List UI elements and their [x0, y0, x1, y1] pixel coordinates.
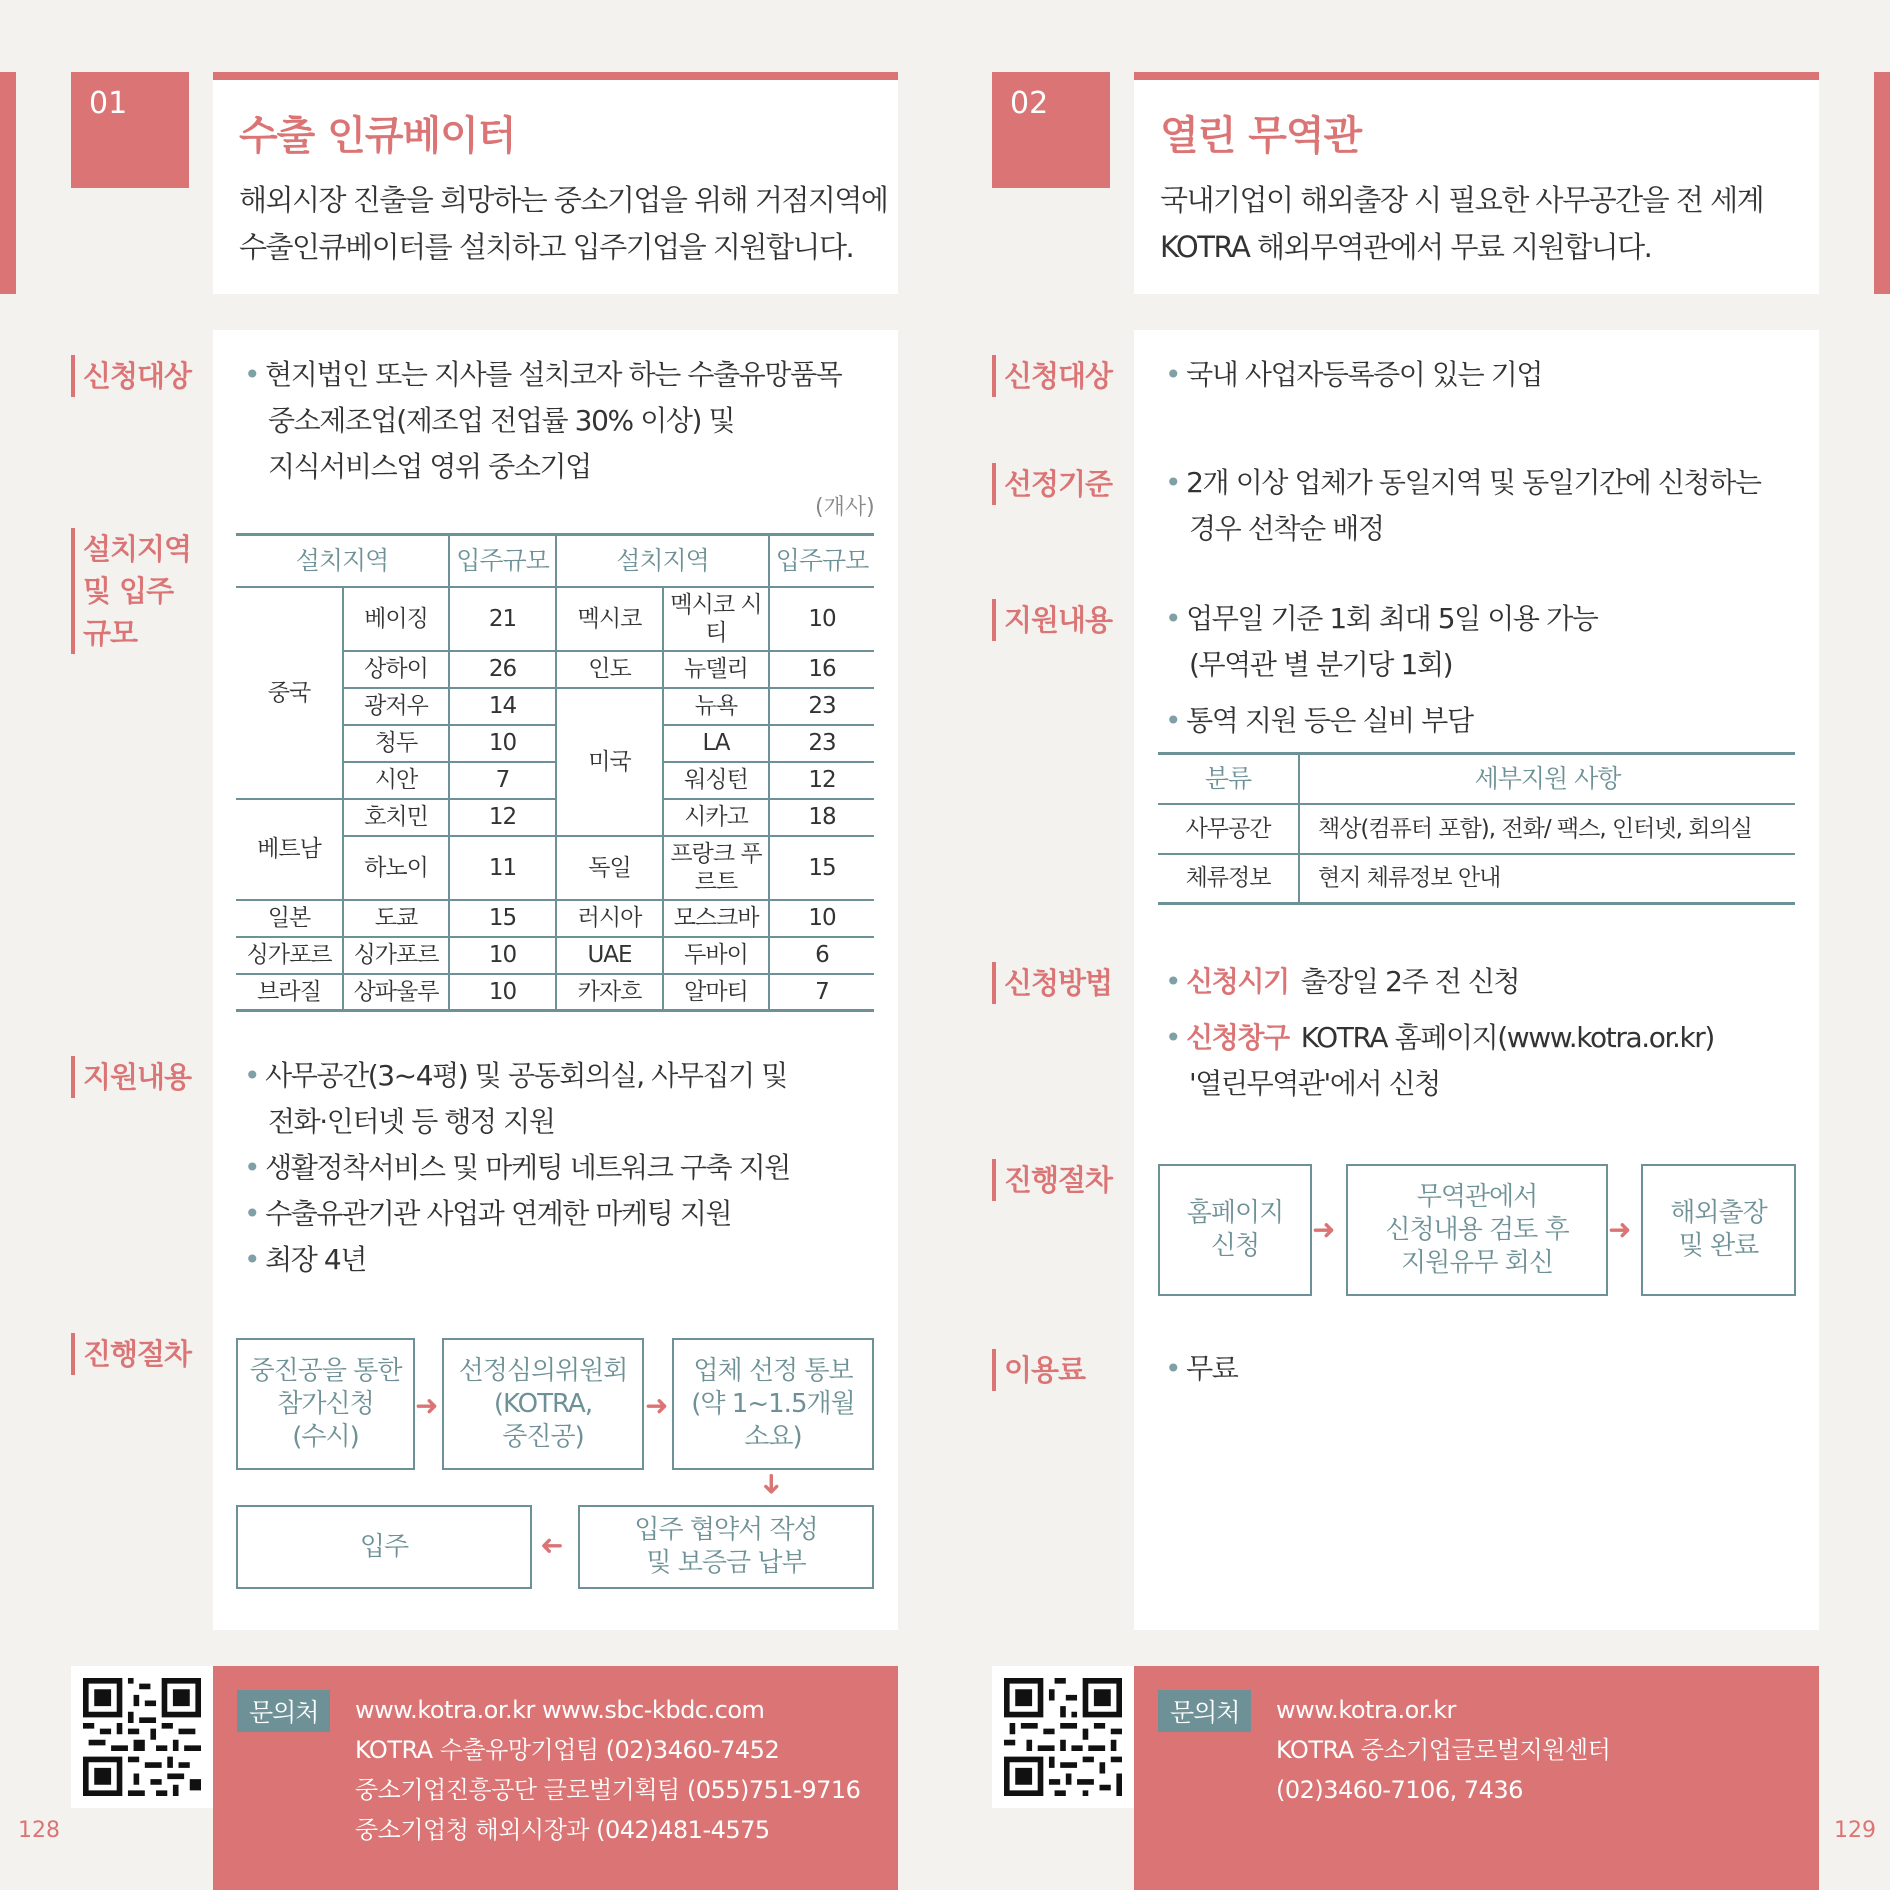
section-number-01: 01	[71, 72, 189, 188]
cell-v-washington: 12	[769, 762, 874, 799]
method-when-label: 신청시기	[1186, 965, 1289, 998]
support-line-2: 전화·인터넷 등 행정 지원	[268, 1105, 555, 1138]
cell-kazakh: 카자흐	[556, 974, 663, 1011]
cell-brazil: 브라질	[236, 974, 343, 1011]
cell-vietnam: 베트남	[236, 799, 343, 900]
contact-web-link[interactable]: www.kotra.or.kr www.sbc-kbdc.com	[355, 1696, 765, 1724]
qr-code-icon	[83, 1678, 201, 1796]
cell-v-shanghai: 26	[449, 651, 556, 688]
right-support-line-3: 통역 지원 등은 실비 부담	[1186, 704, 1473, 737]
cell-japan: 일본	[236, 900, 343, 937]
bullet-dot: •	[244, 1243, 260, 1276]
right-support-text	[1165, 596, 1597, 744]
contact-line-2: KOTRA 중소기업글로벌지원센터	[1276, 1736, 1611, 1764]
label-fee: 이용료	[992, 1349, 1085, 1391]
arrow-left-icon: ➜	[540, 1530, 564, 1563]
flow-step-complete: 해외출장 및 완료	[1641, 1164, 1796, 1296]
cell-v-hanoi: 11	[449, 836, 556, 900]
arrow-right-icon: ➜	[1312, 1213, 1336, 1246]
cell-stayinfo: 체류정보	[1158, 854, 1299, 904]
cell-v-hochiminh: 12	[449, 799, 556, 836]
th-category: 분류	[1158, 754, 1299, 804]
cell-russia: 러시아	[556, 900, 663, 937]
left-desc-line-2: 수출인큐베이터를 설치하고 입주기업을 지원합니다.	[239, 230, 854, 264]
cell-v-moscow: 10	[769, 900, 874, 937]
right-edge-bar	[1874, 72, 1890, 294]
cell-v-frankfurt: 15	[769, 836, 874, 900]
target-line-2: 중소제조업(제조업 전업률 30% 이상) 및	[268, 404, 735, 437]
th-region-2: 설치지역	[556, 535, 769, 587]
left-support-text	[244, 1053, 790, 1283]
right-support-line-2: (무역관 별 분기당 1회)	[1189, 648, 1453, 681]
cell-v-chengdu: 10	[449, 725, 556, 762]
arrow-right-icon: ➜	[1608, 1213, 1632, 1246]
cell-xian: 시안	[343, 762, 449, 799]
cell-singapore: 싱가포르	[236, 937, 343, 974]
cell-v-guangzhou: 14	[449, 688, 556, 725]
label-region-line-3: 규모	[83, 616, 138, 650]
cell-hanoi: 하노이	[343, 836, 449, 900]
contact-tag: 문의처	[237, 1690, 330, 1732]
cell-office-detail: 책상(컴퓨터 포함), 전화/ 팩스, 인터넷, 회의실	[1299, 804, 1795, 854]
right-support-line-1: 업무일 기준 1회 최대 5일 이용 가능	[1186, 602, 1598, 635]
cell-uae: UAE	[556, 937, 663, 974]
flow-step-review: 선정심의위원회 (KOTRA, 중진공)	[442, 1338, 644, 1470]
method-where-line-1[interactable]: KOTRA 홈페이지(www.kotra.or.kr)	[1300, 1021, 1714, 1054]
arrow-down-icon: ➜	[755, 1472, 789, 1496]
bullet-dot: •	[1165, 1021, 1181, 1054]
bullet-dot: •	[244, 1059, 260, 1092]
label-target-right: 신청대상	[992, 355, 1112, 397]
cell-v-xian: 7	[449, 762, 556, 799]
label-process-left: 진행절차	[71, 1333, 191, 1375]
method-where-line-2: '열린무역관'에서 신청	[1189, 1067, 1440, 1100]
flow-step-homepage: 홈페이지 신청	[1158, 1164, 1312, 1296]
arrow-right-icon: ➜	[415, 1389, 439, 1422]
right-title: 열린 무역관	[1160, 113, 1362, 159]
cell-chicago: 시카고	[663, 799, 769, 836]
bullet-dot: •	[1165, 965, 1181, 998]
cell-singapore-city: 싱가포르	[343, 937, 449, 974]
support-line-3: 생활정착서비스 및 마케팅 네트워크 구축 지원	[265, 1151, 790, 1184]
support-line-1: 사무공간(3~4평) 및 공동회의실, 사무집기 및	[265, 1059, 787, 1092]
cell-guangzhou: 광저우	[343, 688, 449, 725]
cell-newdelhi: 뉴델리	[663, 651, 769, 688]
arrow-right-icon: ➜	[645, 1389, 669, 1422]
right-method-text	[1165, 959, 1714, 1107]
section-number-02: 02	[992, 72, 1110, 188]
cell-almaty: 알마티	[663, 974, 769, 1011]
cell-mexico: 멕시코	[556, 587, 663, 651]
qr-code-right[interactable]	[992, 1666, 1134, 1808]
support-detail-table	[1158, 752, 1795, 905]
criteria-line-2: 경우 선착순 배정	[1189, 512, 1384, 545]
right-desc-line-1: 국내기업이 해외출장 시 필요한 사무공간을 전 세계	[1160, 183, 1764, 217]
contact-lines	[1276, 1690, 1610, 1810]
label-support-right: 지원내용	[992, 599, 1112, 641]
cell-la: LA	[663, 725, 769, 762]
cell-mexicocity: 멕시코 시티	[663, 587, 769, 651]
cell-hochiminh: 호치민	[343, 799, 449, 836]
label-support-left: 지원내용	[71, 1056, 191, 1098]
cell-v-mexicocity: 10	[769, 587, 874, 651]
page-number-left: 128	[18, 1818, 60, 1843]
cell-frankfurt: 프랑크 푸르트	[663, 836, 769, 900]
cell-v-almaty: 7	[769, 974, 874, 1011]
bullet-dot: •	[244, 1151, 260, 1184]
cell-beijing: 베이징	[343, 587, 449, 651]
label-target: 신청대상	[71, 355, 191, 397]
th-region-1: 설치지역	[236, 535, 449, 587]
cell-office: 사무공간	[1158, 804, 1299, 854]
cell-dubai: 두바이	[663, 937, 769, 974]
cell-chengdu: 청두	[343, 725, 449, 762]
cell-tokyo: 도쿄	[343, 900, 449, 937]
cell-v-chicago: 18	[769, 799, 874, 836]
cell-v-la: 23	[769, 725, 874, 762]
cell-saopaulo: 상파울루	[343, 974, 449, 1011]
left-desc-line-1: 해외시장 진출을 희망하는 중소기업을 위해 거점지역에	[239, 183, 888, 217]
cell-washington: 워싱턴	[663, 762, 769, 799]
bullet-dot: •	[1165, 1352, 1181, 1385]
flow-step-moveIn: 입주	[236, 1505, 532, 1589]
table-unit: (개사)	[815, 495, 875, 520]
contact-line-3: 중소기업진흥공단 글로벌기획팀 (055)751-9716	[355, 1776, 861, 1804]
right-title-card	[1134, 72, 1819, 294]
cell-china: 중국	[236, 587, 343, 799]
right-fee-text	[1165, 1346, 1237, 1392]
contact-line-4: 중소기업청 해외시장과 (042)481-4575	[355, 1816, 770, 1844]
cell-v-newdelhi: 16	[769, 651, 874, 688]
criteria-line-1: 2개 이상 업체가 동일지역 및 동일기간에 신청하는	[1186, 466, 1761, 499]
qr-code-icon	[1004, 1678, 1122, 1796]
method-where-label: 신청창구	[1186, 1021, 1289, 1054]
cell-shanghai: 상하이	[343, 651, 449, 688]
th-size-2: 입주규모	[769, 535, 874, 587]
contact-web-link[interactable]: www.kotra.or.kr	[1276, 1696, 1456, 1724]
bullet-dot: •	[244, 358, 260, 391]
target-line-3: 지식서비스업 영위 중소기업	[268, 450, 591, 483]
contact-line-2: KOTRA 수출유망기업팀 (02)3460-7452	[355, 1736, 780, 1764]
flow-step-contract: 입주 협약서 작성 및 보증금 납부	[578, 1505, 874, 1589]
right-contact-box	[1134, 1666, 1819, 1890]
cell-v-beijing: 21	[449, 587, 556, 651]
left-title: 수출 인큐베이터	[239, 113, 516, 159]
right-target-line: 국내 사업자등록증이 있는 기업	[1186, 358, 1543, 391]
target-line-1: 현지법인 또는 지사를 설치코자 하는 수출유망품목	[265, 358, 842, 391]
bullet-dot: •	[1165, 466, 1181, 499]
right-desc-line-2: KOTRA 해외무역관에서 무료 지원합니다.	[1160, 230, 1652, 264]
cell-india: 인도	[556, 651, 663, 688]
cell-v-newyork: 23	[769, 688, 874, 725]
contact-tag: 문의처	[1158, 1690, 1251, 1732]
contact-lines	[355, 1690, 860, 1850]
left-contact-box	[213, 1666, 898, 1890]
th-details: 세부지원 사항	[1299, 754, 1795, 804]
qr-code-left[interactable]	[71, 1666, 213, 1808]
left-title-card	[213, 72, 898, 294]
cell-moscow: 모스크바	[663, 900, 769, 937]
cell-germany: 독일	[556, 836, 663, 900]
label-process-right: 진행절차	[992, 1159, 1112, 1201]
label-method: 신청방법	[992, 962, 1112, 1004]
cell-v-saopaulo: 10	[449, 974, 556, 1011]
right-target-text	[1165, 352, 1542, 398]
th-size-1: 입주규모	[449, 535, 556, 587]
bullet-dot: •	[1165, 358, 1181, 391]
cell-v-tokyo: 15	[449, 900, 556, 937]
cell-newyork: 뉴욕	[663, 688, 769, 725]
cell-v-dubai: 6	[769, 937, 874, 974]
label-region-line-1: 설치지역	[83, 532, 192, 566]
page-number-right: 129	[1834, 1818, 1876, 1843]
label-criteria: 선정기준	[992, 463, 1112, 505]
region-table	[236, 533, 874, 1012]
flow-step-notify: 업체 선정 통보 (약 1~1.5개월 소요)	[672, 1338, 874, 1470]
cell-usa: 미국	[556, 688, 663, 836]
bullet-dot: •	[244, 1197, 260, 1230]
fee-value: 무료	[1186, 1352, 1238, 1385]
flow-step-review-right: 무역관에서 신청내용 검토 후 지원유무 회신	[1346, 1164, 1608, 1296]
left-target-text	[244, 352, 841, 490]
contact-line-3: (02)3460-7106, 7436	[1276, 1776, 1523, 1804]
right-criteria-text	[1165, 460, 1761, 552]
cell-stayinfo-detail: 현지 체류정보 안내	[1299, 854, 1795, 904]
bullet-dot: •	[1165, 602, 1181, 635]
method-when: 출장일 2주 전 신청	[1300, 965, 1520, 998]
cell-v-singapore: 10	[449, 937, 556, 974]
bullet-dot: •	[1165, 704, 1181, 737]
label-region-line-2: 및 입주	[83, 574, 174, 608]
support-line-5: 최장 4년	[265, 1243, 366, 1276]
label-region	[71, 528, 191, 654]
left-edge-bar	[0, 72, 16, 294]
support-line-4: 수출유관기관 사업과 연계한 마케팅 지원	[265, 1197, 732, 1230]
flow-step-apply: 중진공을 통한 참가신청 (수시)	[236, 1338, 415, 1470]
